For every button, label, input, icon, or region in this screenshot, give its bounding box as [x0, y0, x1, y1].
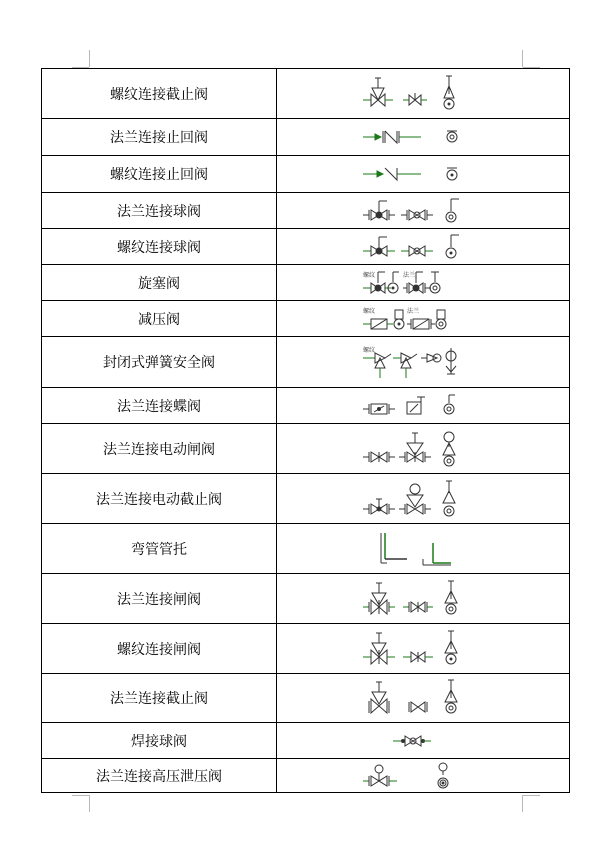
row-name: 法兰连接止回阀 [42, 119, 277, 156]
crop-mark-bottom-right [522, 795, 523, 812]
table-row [42, 337, 570, 388]
table-row [42, 229, 570, 265]
flanged-motorized-gate-valve-symbol-icon [277, 424, 570, 474]
table-row [42, 624, 570, 674]
valve-symbol-table [41, 68, 570, 793]
table-row [42, 759, 570, 793]
row-name: 螺纹连接闸阀 [42, 624, 277, 674]
row-name: 螺纹连接截止阀 [42, 69, 277, 119]
row-name: 法兰连接高压泄压阀 [42, 759, 277, 793]
table-row [42, 301, 570, 337]
elbow-pipe-support-symbol-icon [277, 524, 570, 574]
table-row [42, 723, 570, 759]
pressure-reducing-valve-symbol-icon [277, 301, 570, 337]
flanged-gate-valve-symbol-icon [277, 574, 570, 624]
threaded-ball-valve-symbol-icon [277, 229, 570, 265]
row-name: 法兰连接闸阀 [42, 574, 277, 624]
table-row [42, 119, 570, 156]
crop-mark-top-left [89, 50, 90, 67]
closed-spring-safety-valve-symbol-icon [277, 337, 570, 388]
table-row [42, 524, 570, 574]
flanged-ball-valve-symbol-icon [277, 193, 570, 229]
row-name: 法兰连接球阀 [42, 193, 277, 229]
row-name: 弯管管托 [42, 524, 277, 574]
row-name: 螺纹连接止回阀 [42, 156, 277, 193]
table-row [42, 193, 570, 229]
flanged-butterfly-valve-symbol-icon [277, 388, 570, 424]
flanged-globe-valve-symbol-icon [277, 674, 570, 723]
table-row [42, 424, 570, 474]
row-name: 螺纹连接球阀 [42, 229, 277, 265]
table-row [42, 156, 570, 193]
row-name: 减压阀 [42, 301, 277, 337]
table-row [42, 69, 570, 119]
flanged-check-valve-symbol-icon [277, 119, 570, 156]
threaded-label: 螺纹 [363, 347, 376, 354]
threaded-label: 螺纹 [363, 271, 376, 279]
row-name: 封闭式弹簧安全阀 [42, 337, 277, 388]
row-name: 法兰连接蝶阀 [42, 388, 277, 424]
table-row [42, 474, 570, 524]
table-row [42, 674, 570, 723]
row-name: 法兰连接电动截止阀 [42, 474, 277, 524]
crop-mark-bottom-left-h [72, 795, 89, 796]
flanged-label: 法兰 [403, 271, 416, 279]
row-name: 法兰连接电动闸阀 [42, 424, 277, 474]
flanged-motorized-globe-valve-symbol-icon [277, 474, 570, 524]
row-name: 法兰连接截止阀 [42, 674, 277, 723]
flanged-high-pressure-relief-valve-symbol-icon [277, 759, 570, 793]
row-name: 焊接球阀 [42, 723, 277, 759]
crop-mark-bottom-left [89, 795, 90, 812]
crop-mark-top-right [522, 50, 523, 67]
threaded-label: 螺纹 [363, 307, 376, 315]
row-name: 旋塞阀 [42, 265, 277, 301]
threaded-check-valve-symbol-icon [277, 156, 570, 193]
table-row [42, 388, 570, 424]
table-row [42, 574, 570, 624]
threaded-gate-valve-symbol-icon [277, 624, 570, 674]
plug-valve-symbol-icon [277, 265, 570, 301]
threaded-globe-valve-symbol-icon [277, 69, 570, 119]
flanged-label: 法兰 [407, 307, 420, 315]
crop-mark-bottom-right-h [523, 795, 540, 796]
table-row [42, 265, 570, 301]
welded-ball-valve-symbol-icon [277, 723, 570, 759]
